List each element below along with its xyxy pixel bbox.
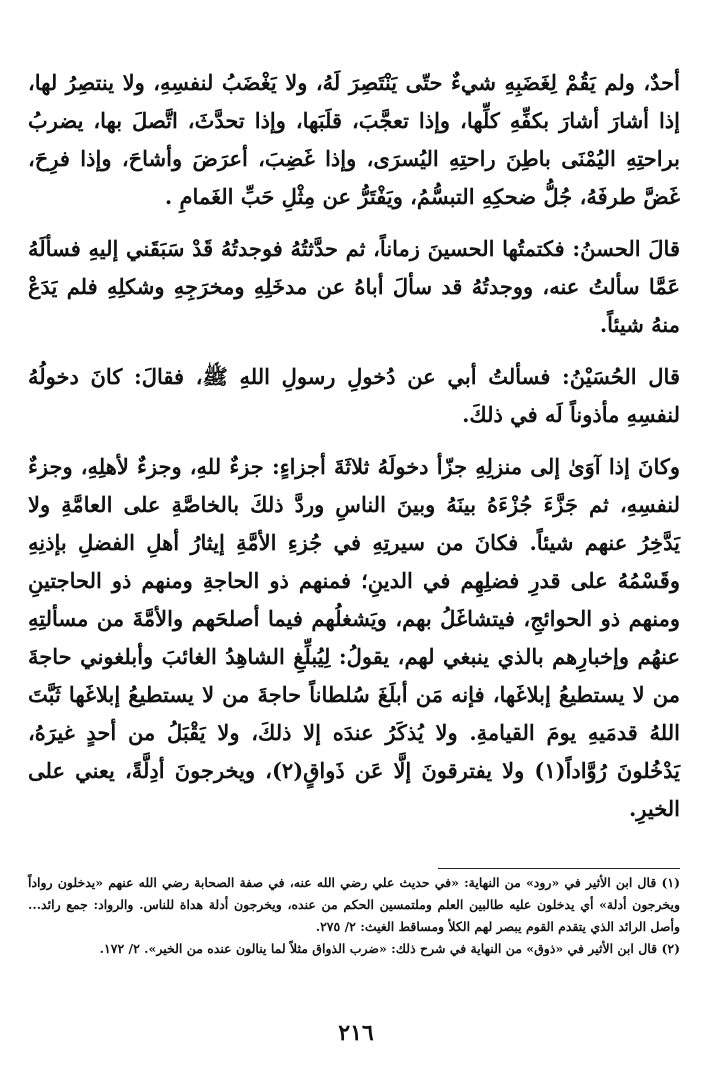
footnote-separator [438,868,680,869]
footnote-2: (٢) قال ابن الأثير في «ذوق» من النهاية في شرح ذلك: «ضرب الذواق مثلاً لما ينالون عنده من الخير». ٢/ ١٧٢. [99,941,680,956]
paragraph-4: وكانَ إذا آوَىٰ إلى منزلِهِ جزّأ دخولَهُ ثلاثَةَ أجزاءٍ: جزءٌ للهِ، وجزءٌ لأهلِهِ، وجزءٌ لنفسِهِ، ثم جَزَّءَ جُزْءَهُ بينَهُ وبينَ الناسِ وردَّ ذلكَ بالخاصَّةِ على العامَّةِ ولا يَدَّخِرُ عنهم شيئاً. فكانَ من سيرتِهِ في جُزءِ الأمَّةِ إيثارُ أهلِ الفضلِ بإذنِهِ وقَسْمُهُ على قدرِ فضلِهِم في الدينِ؛ فمنهم ذو الحاجةِ ومنهم ذو الحاجتينِ ومنهم ذو الحوائجِ، فيتشاغَلُ بهم، ويَشغلُهم فيما أصلحَهم والأمَّةَ من مسألتِهِ عنهُم وإخبارِهم بالذي ينبغي لهم، يقولُ: لِيُبلِّغِ الشاهِدُ الغائبَ وأبلغوني حاجةَ من لا يستطيعُ إبلاغَها، فإنه مَن أبلَغَ سُلطاناً حاجةَ من لا يستطيعُ إبلاغَها ثَبَّتَ اللهُ قدمَيهِ يومَ القيامةِ. ولا يُذكَرُ عندَه إلا ذلكَ، ولا يَقْبَلُ من أحدٍ غيرَهُ، يَدْخُلونَ رُوَّاداً(١) ولا يفترقونَ إلَّا عَن ذَواقٍ(٢)، ويخرجونَ أدِلَّةً، يعني على الخيرِ. [28,454,680,821]
footnotes [28,872,680,960]
footnote-1: (١) قال ابن الأثير في «رود» من النهاية: «في حديث علي رضي الله عنه، في صفة الصحابة رضي الله عنهم «يدخلون رواداً ويخرجون أدلة» أي يدخلون عليه طالبين العلم وملتمسين الحكم من عنده، ويخرجون أدلة هداة للناس. والرواد: جمع رائد... وأصل الرائد الذي يتقدم القوم يبصر لهم الكلأ ومساقط الغيث: ٢/ ٢٧٥. [28,875,680,934]
page-number: ٢١٦ [338,1020,374,1046]
paragraph-1: أحدٌ، ولم يَقُمْ لِغَضَبِهِ شيءٌ حتّى يَنْتَصِرَ لَهُ، ولا يَغْضَبُ لنفسِهِ، ولا ينتصِرُ لها، إذا أشارَ أشارَ بكفِّهِ كلِّها، وإذا تعجَّبَ، قلَبَها، وإذا تحدَّثَ، اتَّصلَ بها، يضربُ براحتِهِ اليُمْنَى باطِنَ راحتِهِ اليُسرَى، وإذا غَضِبَ، أعرَضَ وأشاحَ، وإذا فرِحَ، غَضَّ طرفَهُ، جُلُّ ضحكِهِ التبسُّمُ، ويَفْتَرُّ عن مِثْلِ حَبِّ الغَمامِ . [28,70,680,209]
paragraph-2: قالَ الحسنُ: فكتمتُها الحسينَ زماناً، ثم حدَّثتُهُ فوجدتُهُ قَدْ سَبَقَني إليهِ فسألَهُ عَمَّا سألتُ عنه، ووجدتُهُ قد سألَ أباهُ عن مدخَلِهِ ومخرَجِهِ وشكلِهِ فلم يَدَعْ منهُ شيئاً. [28,236,680,337]
paragraph-3: قال الحُسَيْنُ: فسألتُ أبي عن دُخولِ رسولِ اللهِ ﷺ، فقالَ: كانَ دخولُهُ لنفسِهِ مأذوناً لَه في ذلكَ. [28,364,680,427]
main-text [28,64,680,842]
